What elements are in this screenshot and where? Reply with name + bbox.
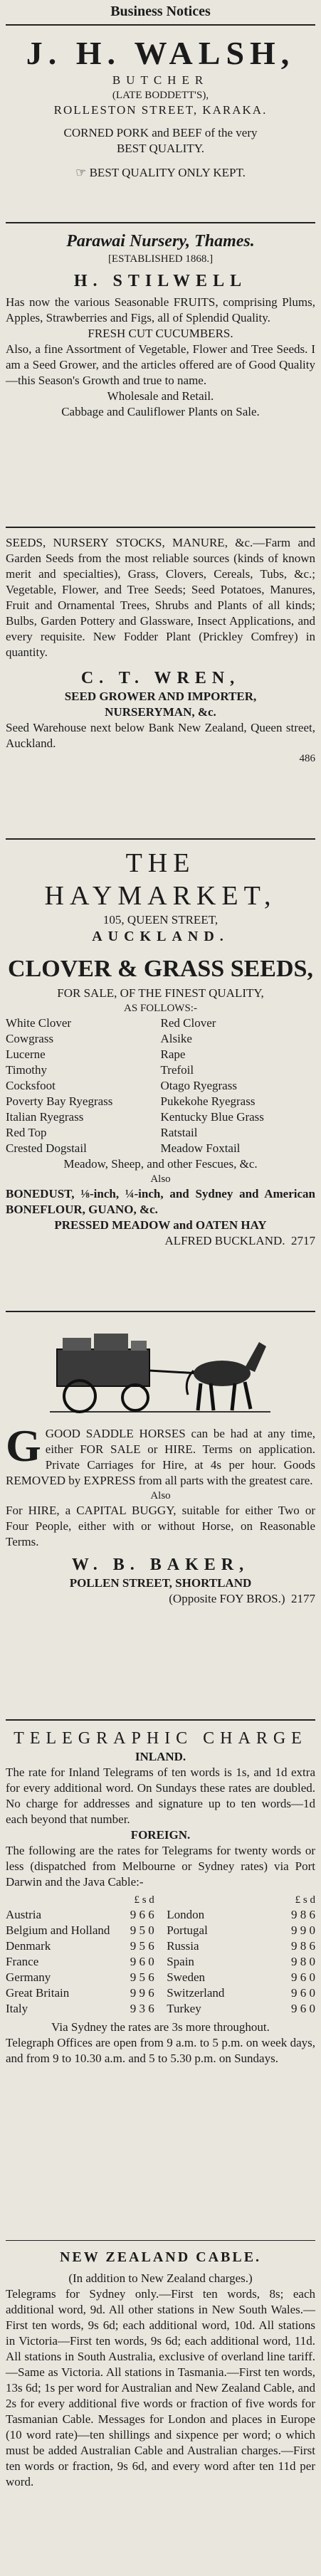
- ad-haymarket-signature: ALFRED BUCKLAND. 2717: [164, 1234, 315, 1247]
- table-row: France 9 6 0: [6, 1955, 154, 1968]
- ad-haymarket-pressed: PRESSED MEADOW and OATEN HAY: [54, 1218, 267, 1232]
- divider: [6, 222, 315, 223]
- ad-nursery-wholesale: Wholesale and Retail.: [107, 389, 214, 403]
- ad-walsh-slogan: ☞ BEST QUALITY ONLY KEPT.: [75, 166, 246, 179]
- table-row: Turkey 9 6 0: [167, 2002, 315, 2015]
- list-item: Cowgrass Alsike: [6, 1032, 192, 1045]
- ad-nursery-cucumbers: FRESH CUT CUCUMBERS.: [88, 327, 233, 340]
- table-row: Spain 9 8 0: [167, 1955, 315, 1968]
- ad-haymarket-follows: AS FOLLOWS:-: [124, 1003, 197, 1014]
- ad-cable-body: Telegrams for Sydney only.—First ten words, 8s; each additional word, 9d. All other stations in New South Wales.—First ten words, 9s 6d; each additional word, 10d. All stations in Victoria—First ten words, 9s 6d; each additional word, 11d. All stations in South Australia, exclusive of overland line tariff.—Same as Victoria. All stations in Tasmania.—First ten words, 13s 6d; 1s per word for Australian and New Zealand Cable, and 2s for every additional five words or fraction of five words for Tasmanian Cable. Messages for London and places in Europe (10 word rate)—ten shillings and sixpence per word; o which must be added Australian Cable and Australian charges.—First ten words or fraction, 9s 6d, and every word after ten 11d per word.: [6, 2287, 315, 2488]
- ad-cable: [6, 2249, 315, 2490]
- page-title: Business Notices: [110, 4, 211, 19]
- ad-telegraph-title: TELEGRAPHIC CHARGE: [14, 1729, 307, 1748]
- divider: [6, 24, 315, 26]
- table-row: Great Britain 9 9 6: [6, 1986, 154, 2000]
- ad-telegraph-inland-head: INLAND.: [135, 1750, 186, 1763]
- table-row: Austria 9 6 6: [6, 1908, 154, 1921]
- list-item: Cocksfoot Otago Ryegrass: [6, 1079, 237, 1092]
- ad-wren: [6, 535, 315, 766]
- ad-wren-intro: SEEDS, NURSERY STOCKS, MANURE, &c.—Farm and Garden Seeds from the most reliable sources (kinds of known merit and specialties), Grass, Clovers, Cereals, Tubs, &c.; Vegetable, Flower, and Tree Seeds; Seed Potatoes, Manures, Fruit and Ornamental Trees, Shrubs and Plants of all kinds; Bulbs, Garden Pottery and Glassware, Insect Applications, and every requisite. New Fodder Plant (Prickley Comfrey) in quantity.: [6, 536, 315, 659]
- divider: [6, 527, 315, 528]
- ad-telegraph-foreign: The following are the rates for Telegrams for twenty words or less (dispatched from Melbourne or Sydney rates) via Port Darwin and the Java Cable:-: [6, 1844, 315, 1889]
- ad-cable-title: NEW ZEALAND CABLE.: [59, 2249, 262, 2265]
- ad-walsh-trade: BUTCHER: [112, 73, 209, 87]
- ad-baker-street: POLLEN STREET, SHORTLAND: [69, 1576, 252, 1590]
- ad-nursery-est: [ESTABLISHED 1868.]: [107, 253, 214, 265]
- ad-telegraph-foreign-head: FOREIGN.: [130, 1828, 191, 1842]
- ad-nursery-plants: Cabbage and Cauliflower Plants on Sale.: [61, 405, 260, 418]
- ad-haymarket-street: 105, QUEEN STREET,: [102, 913, 219, 927]
- ad-nursery-name: H. STILWELL: [73, 272, 248, 290]
- ad-nursery-also: Also, a fine Assortment of Vegetable, Flower and Tree Seeds. I am a Seed Grower, and the articles offered are of Good Quality—this Season's Growth and true to name.: [6, 342, 315, 387]
- ad-wren-ref: 486: [299, 753, 315, 764]
- divider: [6, 1311, 315, 1312]
- ad-baker-also: Also: [150, 1490, 171, 1501]
- table-row: London 9 8 6: [167, 1908, 315, 1921]
- table-header: £ s d: [295, 1894, 315, 1906]
- table-row: Germany 9 5 6: [6, 1970, 154, 1984]
- seed-list: [6, 1015, 315, 1156]
- ad-telegraph-hours: Telegraph Offices are open from 9 a.m. to 5 p.m. on week days, and from 9 to 10.30 a.m. and 5 to 5.30 p.m. on Sundays.: [6, 2036, 315, 2065]
- table-row: Switzerland 9 6 0: [167, 1986, 315, 2000]
- ad-haymarket-headline: CLOVER & GRASS SEEDS,: [8, 956, 313, 982]
- list-item: Crested Dogstail Meadow Foxtail: [6, 1141, 241, 1155]
- table-row: Russia 9 8 6: [167, 1939, 315, 1953]
- divider: [6, 838, 315, 840]
- pointing-hand-icon: ☞: [75, 166, 90, 179]
- ad-baker-horses: GGOOD SADDLE HORSES can be had at any time, either FOR SALE or HIRE. Terms on application. Private Carriages for Hire, at 4s per hour. Goods REMOVED by EXPRESS from all parts with the greatest care.: [6, 1420, 315, 1487]
- table-row: Portugal 9 9 0: [167, 1923, 315, 1937]
- ad-nursery: [6, 231, 315, 420]
- table-row: Sweden 9 6 0: [167, 1970, 315, 1984]
- list-item: Red Top Ratstail: [6, 1126, 198, 1139]
- ad-wren-title2: NURSERYMAN, &c.: [105, 705, 216, 719]
- ad-walsh-late: (LATE BODDETT'S),: [112, 90, 209, 101]
- horse-cart-illustration: [43, 1321, 278, 1420]
- ad-telegraph: [6, 1728, 315, 2066]
- ad-walsh-line2: BEST QUALITY.: [116, 142, 205, 155]
- ad-baker-name: W. B. BAKER,: [71, 1556, 250, 1574]
- ad-haymarket-meadow: Meadow, Sheep, and other Fescues, &c.: [63, 1157, 258, 1171]
- ad-telegraph-sydney: Via Sydney the rates are 3s more throughout.: [51, 2020, 270, 2034]
- table-row: Denmark 9 5 6: [6, 1939, 154, 1953]
- ad-wren-name: C. T. WREN,: [80, 669, 241, 687]
- list-item: Poverty Bay Ryegrass Pukekohe Ryegrass: [6, 1094, 256, 1108]
- list-item: Timothy Trefoil: [6, 1063, 194, 1077]
- rates-table: [6, 1893, 315, 2017]
- ad-haymarket-sale: FOR SALE, OF THE FINEST QUALITY,: [57, 986, 264, 1000]
- ad-wren-address: Seed Warehouse next below Bank New Zealand, Queen street, Auckland.: [6, 721, 315, 750]
- ad-haymarket-city: AUCKLAND.: [92, 929, 229, 944]
- table-row: Belgium and Holland 9 5 0: [6, 1923, 154, 1937]
- list-item: White Clover Red Clover: [6, 1016, 216, 1030]
- ad-baker-signature: (Opposite FOY BROS.) 2177: [169, 1592, 315, 1605]
- ad-walsh-address: ROLLESTON STREET, KARAKA.: [53, 103, 268, 117]
- table-row: Italy 9 3 6: [6, 2002, 154, 2015]
- divider: [6, 1719, 315, 1721]
- ad-nursery-title: Parawai Nursery, Thames.: [66, 232, 255, 250]
- ad-nursery-body: Has now the various Seasonable FRUITS, comprising Plums, Apples, Strawberries and Figs, all of Splendid Quality.: [6, 295, 315, 324]
- ad-cable-intro: (In addition to New Zealand charges.): [68, 2271, 253, 2285]
- ad-haymarket-bonedust: BONEDUST, ⅛-inch, ¼-inch, and Sydney and American BONEFLOUR, GUANO, &c.: [6, 1187, 315, 1216]
- ad-walsh-name: J. H. WALSH,: [26, 35, 295, 71]
- column-header: [6, 3, 315, 21]
- ad-baker-buggy: For HIRE, a CAPITAL BUGGY, suitable for either Two or Four People, either with or without Horse, on Reasonable Terms.: [6, 1504, 315, 1548]
- ad-haymarket-title: THE HAYMARKET,: [44, 848, 277, 911]
- divider: [6, 2240, 315, 2241]
- rates-right-column: [167, 1893, 315, 2017]
- ad-walsh-line1: CORNED PORK and BEEF of the very: [63, 126, 258, 139]
- ad-haymarket: [6, 847, 315, 1249]
- ad-telegraph-inland: The rate for Inland Telegrams of ten words is 1s, and 1d extra for every additional word. On Sundays these rates are doubled. No charge for addresses and signature up to ten words—1d each beyond that number.: [6, 1765, 315, 1826]
- ad-haymarket-also: Also: [150, 1173, 171, 1185]
- list-item: Lucerne Rape: [6, 1047, 186, 1061]
- table-header: £ s d: [134, 1894, 154, 1906]
- rates-left-column: [6, 1893, 154, 2017]
- list-item: Italian Ryegrass Kentucky Blue Grass: [6, 1110, 264, 1124]
- ad-wren-title1: SEED GROWER AND IMPORTER,: [64, 690, 257, 703]
- ad-walsh: [6, 34, 315, 181]
- ad-baker: [6, 1420, 315, 1607]
